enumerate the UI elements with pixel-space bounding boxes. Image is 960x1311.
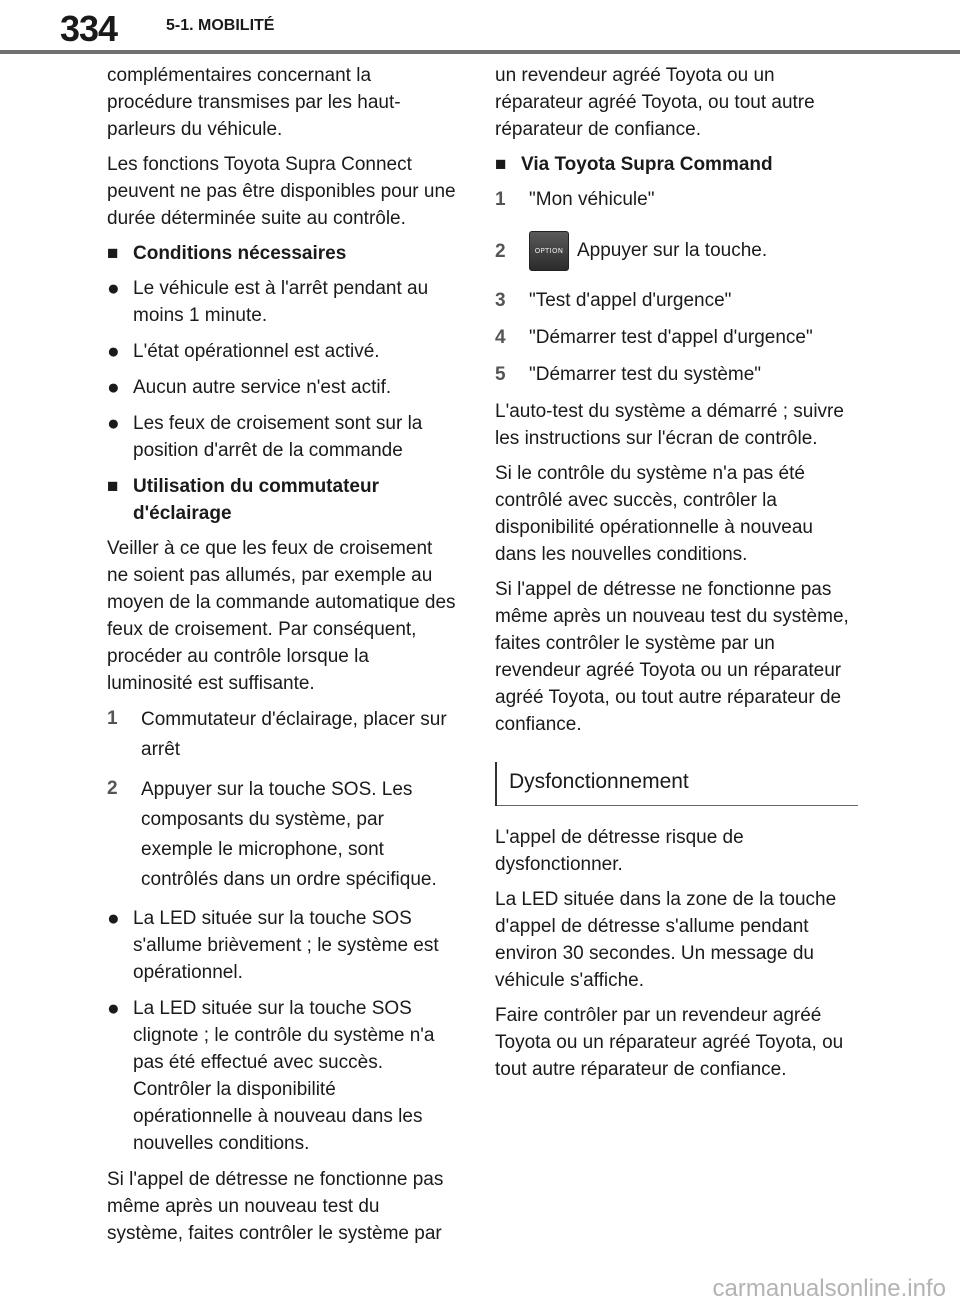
bullet-dot-icon: ● (107, 412, 120, 435)
list-item (107, 995, 457, 1157)
paragraph: Veiller à ce que les feux de croisement ne soient pas allumés, par exemple au moyen de la commande automatique des feux de croisement. Par conséquent, procéder au contrôle lorsque la luminosité est suffisante. (107, 538, 456, 694)
step-number: 2 (495, 240, 506, 262)
list-item (107, 374, 457, 401)
subheading-text: Conditions nécessaires (133, 243, 347, 264)
step (495, 361, 855, 388)
subheading-text: Via Toyota Supra Command (521, 154, 773, 175)
square-bullet-icon: ■ (107, 476, 119, 497)
step (495, 186, 855, 213)
list-item-text: Aucun autre service n'est actif. (133, 377, 392, 398)
square-bullet-icon: ■ (107, 243, 119, 264)
step (107, 775, 457, 895)
step (495, 324, 855, 351)
paragraph: Les fonctions Toyota Supra Connect peuvent ne pas être disponibles pour une durée déterminée suite au contrôle. (107, 154, 456, 229)
paragraph: Si l'appel de détresse ne fonctionne pas même après un nouveau test du système, faites contrôler le système par (107, 1169, 444, 1244)
list-item (107, 410, 457, 464)
paragraph: La LED située dans la zone de la touche d'appel de détresse s'allume pendant environ 30 secondes. Un message du véhicule s'affiche. (495, 889, 837, 991)
step (495, 231, 855, 271)
step-number: 4 (495, 327, 506, 348)
step-number: 1 (107, 708, 118, 729)
step-text: Commutateur d'éclairage, placer sur arrêt (141, 709, 447, 760)
list-item (107, 338, 457, 365)
step-number: 5 (495, 364, 506, 385)
section-heading-text: Dysfonctionnement (509, 770, 689, 793)
watermark: carmanualsonline.info (712, 1275, 946, 1302)
step-number: 2 (107, 778, 118, 799)
option-key-icon: OPTION (529, 231, 569, 271)
section-title: 5-1. MOBILITÉ (166, 17, 275, 34)
step-number: 1 (495, 189, 506, 210)
paragraph: Si le contrôle du système n'a pas été contrôlé avec succès, contrôler la disponibilité opérationnelle à nouveau dans les nouvelles conditions. (495, 463, 813, 565)
step-text: Appuyer sur la touche SOS. Les composants du système, par exemple le microphone, sont contrôlés dans un ordre spécifique. (141, 779, 437, 890)
step-text: "Mon véhicule" (529, 189, 655, 210)
list-item (107, 905, 457, 986)
header-rule (0, 50, 960, 54)
list-item-text: Le véhicule est à l'arrêt pendant au moins 1 minute. (133, 278, 429, 326)
right-column (495, 62, 855, 1091)
bullet-dot-icon: ● (107, 340, 120, 363)
paragraph: Si l'appel de détresse ne fonctionne pas même après un nouveau test du système, faites contrôler le système par un revendeur agréé Toyota ou un réparateur agréé Toyota, ou tout autre réparateur de confiance. (495, 579, 849, 735)
section-heading-box (495, 762, 855, 806)
step-text: "Démarrer test du système" (529, 364, 762, 385)
subheading-lighting-switch (107, 473, 457, 527)
bullet-dot-icon: ● (107, 376, 120, 399)
paragraph: L'appel de détresse risque de dysfonctionner. (495, 827, 744, 875)
page-number: 334 (60, 8, 118, 49)
paragraph: complémentaires concernant la procédure transmises par les haut-parleurs du véhicule. (107, 65, 401, 140)
bullet-dot-icon: ● (107, 997, 120, 1020)
list-item-text: L'état opérationnel est activé. (133, 341, 380, 362)
subheading-supra-command (495, 151, 855, 178)
step-number: 3 (495, 290, 506, 311)
paragraph: Faire contrôler par un revendeur agréé Toyota ou un réparateur agréé Toyota, ou tout autre réparateur de confiance. (495, 1005, 844, 1080)
step-text-with-key (529, 231, 855, 271)
bullet-dot-icon: ● (107, 907, 120, 930)
list-item (107, 275, 457, 329)
left-column (107, 62, 457, 1255)
list-item-text: La LED située sur la touche SOS clignote ; le contrôle du système n'a pas été effectué avec succès. Contrôler la disponibilité opérationnelle à nouveau dans les nouvelles conditions. (133, 998, 435, 1154)
paragraph: un revendeur agréé Toyota ou un réparateur agréé Toyota, ou tout autre réparateur de confiance. (495, 65, 815, 140)
step-text: Appuyer sur la touche. (577, 240, 768, 262)
subheading-text: Utilisation du commutateur d'éclairage (133, 476, 379, 524)
bullet-dot-icon: ● (107, 277, 120, 300)
step (107, 705, 457, 765)
step-text: "Test d'appel d'urgence" (529, 290, 732, 311)
list-item-text: La LED située sur la touche SOS s'allume brièvement ; le système est opérationnel. (133, 908, 439, 983)
step (495, 287, 855, 314)
subheading-conditions (107, 240, 457, 267)
square-bullet-icon: ■ (495, 154, 507, 175)
step-text: "Démarrer test d'appel d'urgence" (529, 327, 813, 348)
list-item-text: Les feux de croisement sont sur la position d'arrêt de la commande (133, 413, 423, 461)
paragraph: L'auto-test du système a démarré ; suivre les instructions sur l'écran de contrôle. (495, 401, 844, 449)
